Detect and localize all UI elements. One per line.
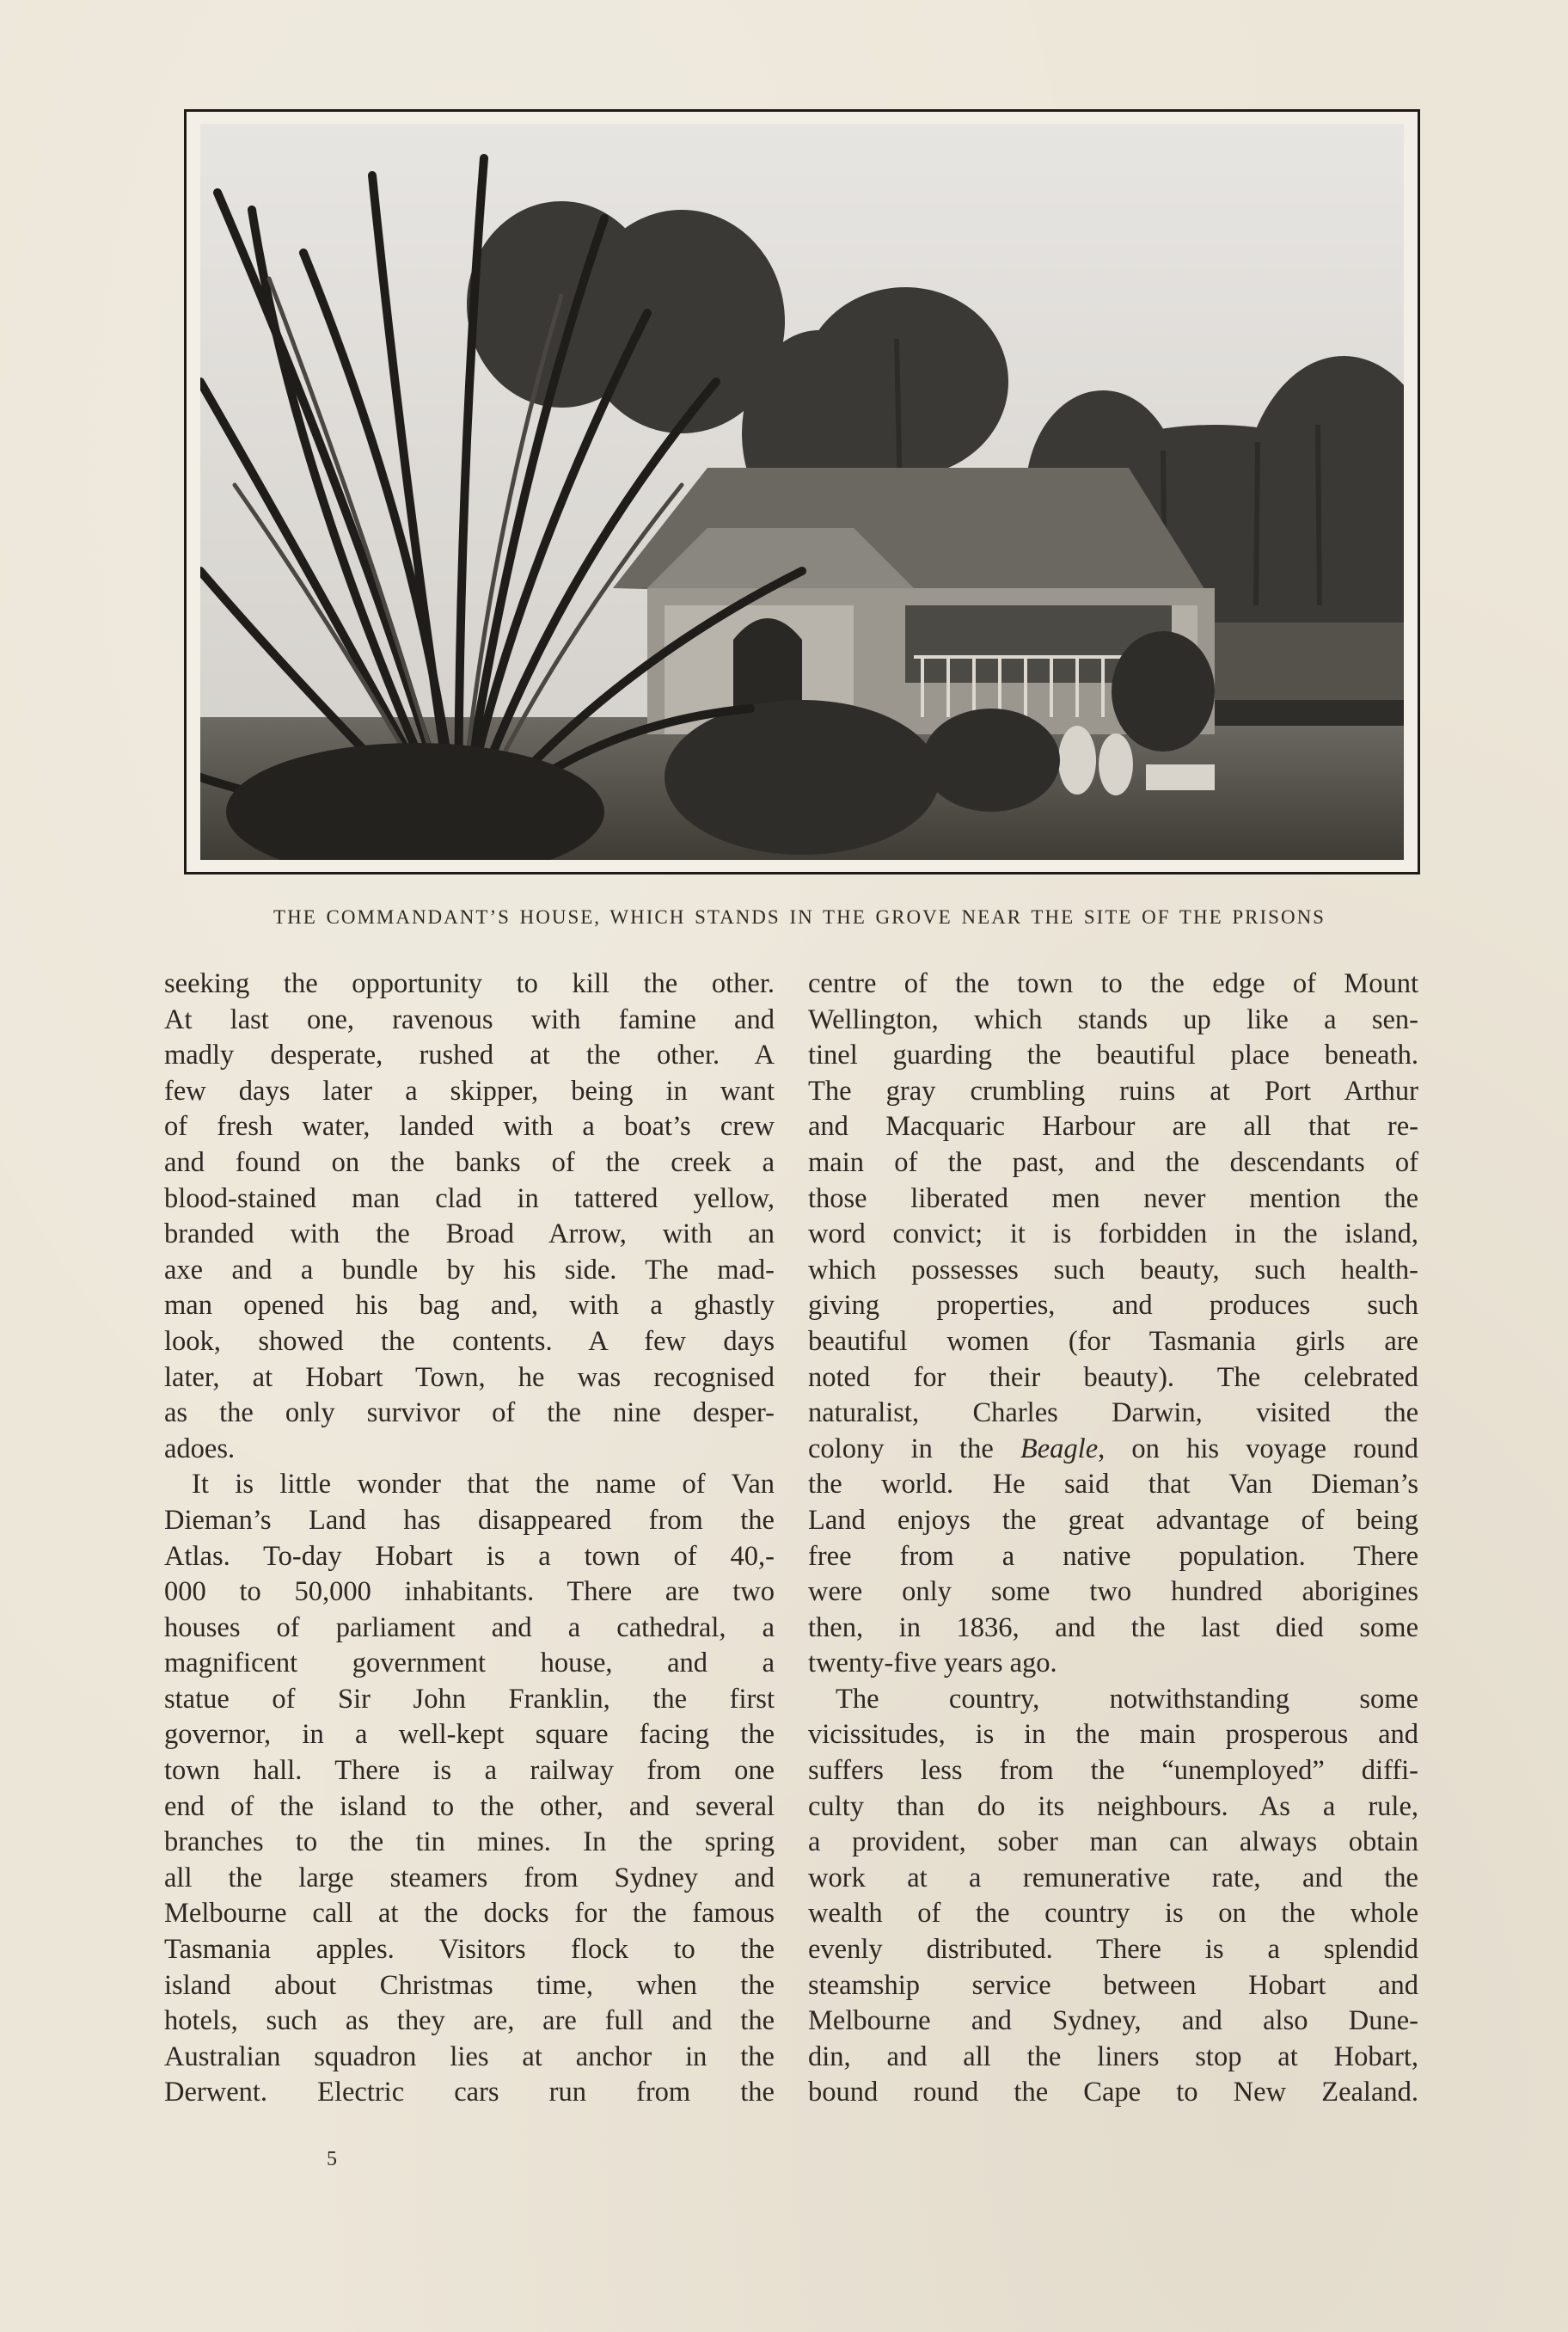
figure-caption: THE COMMANDANT’S HOUSE, WHICH STANDS IN THE GROVE NEAR THE SITE OF THE PRISONS	[273, 906, 1326, 928]
text-line: a provident, sober man can always obtain	[808, 1826, 1418, 1858]
text-line: were only some two hundred aborigines	[808, 1576, 1418, 1608]
text-line: the world. He said that Van Dieman’s	[808, 1469, 1418, 1500]
text-line: The gray crumbling ruins at Port Arthur	[808, 1075, 1418, 1107]
text-line: steamship service between Hobart and	[808, 1969, 1418, 2001]
text-line: twenty-five years ago.	[808, 1648, 1057, 1679]
text-line: madly desperate, rushed at the other. A	[164, 1040, 775, 1071]
text-line: vicissitudes, is in the main prosperous and	[808, 1719, 1418, 1751]
left-text-column	[164, 967, 775, 2111]
text-line: It is little wonder that the name of Van	[192, 1469, 775, 1500]
text-line: Derwent. Electric cars run from the	[164, 2077, 775, 2108]
text-line: blood-stained man clad in tattered yellow,	[164, 1182, 775, 1214]
text-line: bound round the Cape to New Zealand.	[808, 2077, 1418, 2108]
text-line: tinel guarding the beautiful place beneath.	[808, 1040, 1418, 1071]
text-line: of fresh water, landed with a boat’s crew	[164, 1111, 775, 1143]
text-line: hotels, such as they are, are full and the	[164, 2005, 775, 2037]
text-line: wealth of the country is on the whole	[808, 1898, 1418, 1930]
text-line: adoes.	[164, 1433, 236, 1464]
text-line-with-italic	[808, 1432, 1418, 1468]
right-text-column	[808, 967, 1418, 2111]
text-line: houses of parliament and a cathedral, a	[164, 1611, 775, 1643]
text-line: as the only survivor of the nine desper-	[164, 1397, 775, 1429]
text-line: Dieman’s Land has disappeared from the	[164, 1504, 775, 1536]
text-line: word convict; it is forbidden in the island,	[808, 1218, 1418, 1250]
text-line: few days later a skipper, being in want	[164, 1075, 775, 1107]
text-segment: colony in the	[808, 1433, 1020, 1464]
text-line: town hall. There is a railway from one	[164, 1755, 775, 1787]
text-line: work at a remunerative rate, and the	[808, 1862, 1418, 1893]
text-line: naturalist, Charles Darwin, visited the	[808, 1397, 1418, 1429]
text-line: Atlas. To-day Hobart is a town of 40,-	[164, 1540, 775, 1572]
text-line: man opened his bag and, with a ghastly	[164, 1290, 775, 1322]
text-line: later, at Hobart Town, he was recognised	[164, 1361, 775, 1393]
text-line: Land enjoys the great advantage of being	[808, 1504, 1418, 1536]
text-line: noted for their beauty). The celebrated	[808, 1361, 1418, 1393]
text-line: Melbourne call at the docks for the famous	[164, 1898, 775, 1930]
text-line: giving properties, and produces such	[808, 1290, 1418, 1322]
text-line: beautiful women (for Tasmania girls are	[808, 1325, 1418, 1357]
text-line: 000 to 50,000 inhabitants. There are two	[164, 1576, 775, 1608]
text-line: all the large steamers from Sydney and	[164, 1862, 775, 1893]
text-line: din, and all the liners stop at Hobart,	[808, 2040, 1418, 2072]
text-line: The country, notwithstanding some	[836, 1683, 1418, 1715]
text-line: free from a native population. There	[808, 1540, 1418, 1572]
text-line: evenly distributed. There is a splendid	[808, 1934, 1418, 1966]
photo-illustration	[200, 124, 1404, 860]
text-line: look, showed the contents. A few days	[164, 1325, 775, 1357]
text-line: island about Christmas time, when the	[164, 1969, 775, 2001]
text-line: main of the past, and the descendants of	[808, 1146, 1418, 1178]
text-line: and found on the banks of the creek a	[164, 1146, 775, 1178]
text-line: culty than do its neighbours. As a rule,	[808, 1790, 1418, 1822]
text-line: branded with the Broad Arrow, with an	[164, 1218, 775, 1250]
text-line: Tasmania apples. Visitors flock to the	[164, 1934, 775, 1966]
commandants-house-photograph	[200, 124, 1404, 860]
text-line: Australian squadron lies at anchor in the	[164, 2040, 775, 2072]
text-line: those liberated men never mention the	[808, 1182, 1418, 1214]
text-line: suffers less from the “unemployed” diffi-	[808, 1755, 1418, 1787]
page-number: 5	[327, 2148, 337, 2170]
text-line: seeking the opportunity to kill the other.	[164, 968, 775, 999]
text-line: At last one, ravenous with famine and	[164, 1003, 775, 1035]
text-line: statue of Sir John Franklin, the first	[164, 1683, 775, 1715]
ship-name-italic: Beagle	[1020, 1433, 1099, 1464]
text-line: branches to the tin mines. In the spring	[164, 1826, 775, 1858]
photo-frame	[184, 109, 1420, 874]
text-line: and Macquaric Harbour are all that re-	[808, 1111, 1418, 1143]
text-line: which possesses such beauty, such health-	[808, 1254, 1418, 1286]
text-line: magnificent government house, and a	[164, 1648, 775, 1679]
text-line: centre of the town to the edge of Mount	[808, 968, 1418, 999]
text-line: then, in 1836, and the last died some	[808, 1611, 1418, 1643]
text-line: end of the island to the other, and several	[164, 1790, 775, 1822]
text-line: governor, in a well-kept square facing the	[164, 1719, 775, 1751]
text-line: Melbourne and Sydney, and also Dune-	[808, 2005, 1418, 2037]
text-line: axe and a bundle by his side. The mad-	[164, 1254, 775, 1286]
text-line: Wellington, which stands up like a sen-	[808, 1003, 1418, 1035]
text-segment: , on his voyage round	[1098, 1433, 1418, 1464]
